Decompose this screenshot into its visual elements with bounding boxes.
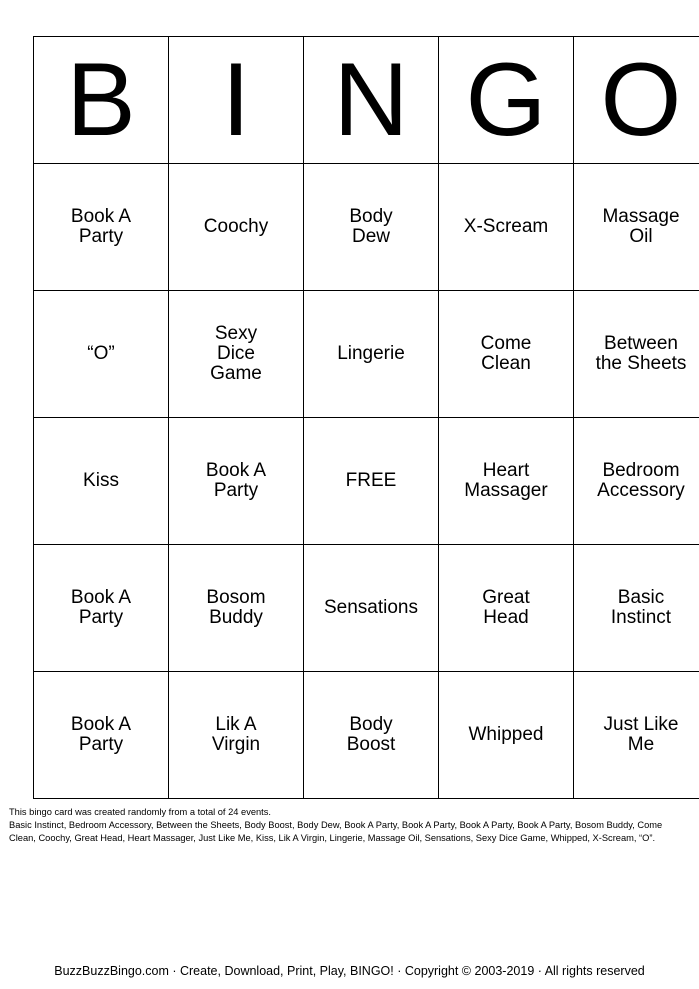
free-space-cell: FREE: [304, 418, 439, 545]
bingo-cell: Sexy Dice Game: [169, 291, 304, 418]
card-summary-text: This bingo card was created randomly from a total of 24 events.: [9, 807, 271, 817]
bingo-row-2: [34, 291, 699, 418]
bingo-cell: Bosom Buddy: [169, 545, 304, 672]
copyright-line: BuzzBuzzBingo.com · Create, Download, Print, Play, BINGO! · Copyright © 2003-2019 · All rights reserved: [54, 964, 645, 978]
bingo-row-1: [34, 164, 699, 291]
bingo-cell: Book A Party: [169, 418, 304, 545]
bingo-cell: Kiss: [34, 418, 169, 545]
bingo-cell: Great Head: [439, 545, 574, 672]
bingo-cell: Basic Instinct: [574, 545, 699, 672]
bingo-cell: Book A Party: [34, 672, 169, 799]
bingo-row-3: [34, 418, 699, 545]
bingo-cell: Sensations: [304, 545, 439, 672]
bingo-cell: Body Dew: [304, 164, 439, 291]
bingo-header-row: [34, 37, 699, 164]
header-letter-i: I: [169, 37, 304, 164]
bingo-cell: “O”: [34, 291, 169, 418]
card-footer-note: [9, 806, 689, 845]
bingo-cell: Book A Party: [34, 545, 169, 672]
header-letter-n: N: [304, 37, 439, 164]
events-list-text: Basic Instinct, Bedroom Accessory, Between the Sheets, Body Boost, Body Dew, Book A Party, Book A Party, Book A Party, Book A Party, Bosom Buddy, Come Clean, Coochy, Great Head, Heart Massager, Just Like Me, Kiss, Lik A Virgin, Lingerie, Massage Oil, Sensations, Sexy Dice Game, Whipped, X-Scream, “O”.: [9, 820, 663, 843]
bingo-cell: Whipped: [439, 672, 574, 799]
bingo-cell: Massage Oil: [574, 164, 699, 291]
bingo-cell: Book A Party: [34, 164, 169, 291]
bingo-cell: X-Scream: [439, 164, 574, 291]
bingo-cell: Lik A Virgin: [169, 672, 304, 799]
header-letter-b: B: [34, 37, 169, 164]
header-letter-g: G: [439, 37, 574, 164]
bingo-cell: Bedroom Accessory: [574, 418, 699, 545]
bingo-cell: Between the Sheets: [574, 291, 699, 418]
bingo-cell: Heart Massager: [439, 418, 574, 545]
bingo-cell: Lingerie: [304, 291, 439, 418]
bingo-row-5: [34, 672, 699, 799]
bingo-cell: Just Like Me: [574, 672, 699, 799]
bingo-cell: Coochy: [169, 164, 304, 291]
bingo-cell: Come Clean: [439, 291, 574, 418]
bingo-cell: Body Boost: [304, 672, 439, 799]
bingo-card: [33, 36, 699, 799]
header-letter-o: O: [574, 37, 699, 164]
bingo-row-4: [34, 545, 699, 672]
